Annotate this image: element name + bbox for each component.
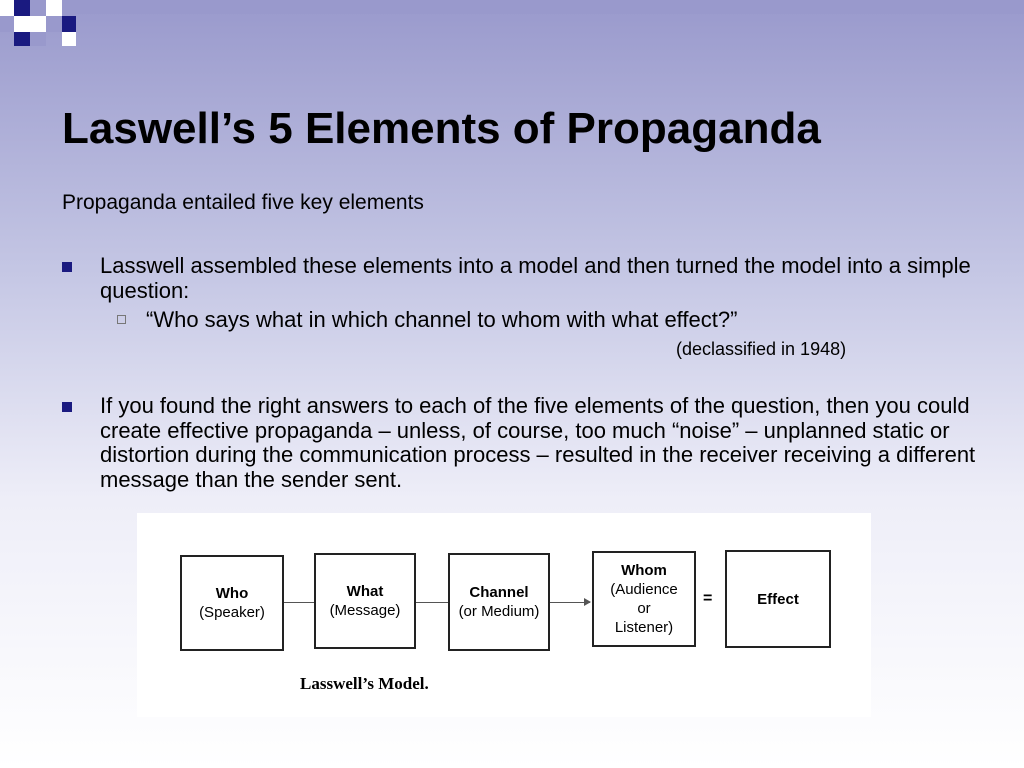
square-bullet-icon: [62, 262, 72, 272]
diagram-caption: Lasswell’s Model.: [300, 674, 429, 693]
deco-square: [14, 32, 30, 46]
diagram-box-who: [180, 555, 284, 651]
bullet-text: Lasswell assembled these elements into a model and then turned the model into a simple question:: [100, 253, 971, 303]
lasswell-model-diagram: [137, 513, 871, 717]
deco-square: [62, 16, 76, 32]
deco-square: [30, 0, 46, 16]
deco-square: [14, 16, 30, 32]
corner-decoration: [0, 0, 1024, 46]
deco-square: [30, 16, 46, 32]
deco-square: [30, 32, 46, 46]
box-detail: or: [637, 600, 651, 617]
slide-subtitle: Propaganda entailed five key elements: [62, 191, 424, 214]
box-detail: Listener): [614, 619, 674, 636]
deco-square: [0, 16, 14, 32]
deco-square: [46, 16, 62, 32]
deco-square: [0, 0, 14, 16]
box-detail: (or Medium): [458, 603, 540, 620]
deco-square: [14, 0, 30, 16]
box-detail: (Message): [329, 602, 401, 619]
diagram-box-what: [314, 553, 416, 649]
bullet-text: If you found the right answers to each of the five elements of the question, then you could create effective propaganda – unless, of course, too much “noise” – unplanned static or distortion during the communication process – resulted in the receiver receiving a different message than the sender sent.: [100, 393, 976, 492]
box-label: Effect: [757, 590, 799, 608]
diagram-box-effect: [725, 550, 831, 648]
sub-bullet-text: “Who says what in which channel to whom with what effect?”: [146, 307, 738, 332]
declassified-note: (declassified in 1948): [676, 339, 847, 359]
deco-square: [62, 32, 76, 46]
box-detail: (Speaker): [199, 604, 265, 621]
arrow-head-icon: [584, 598, 591, 606]
deco-square: [46, 0, 62, 16]
deco-square: [62, 0, 76, 16]
square-bullet-icon: [62, 402, 72, 412]
box-label: Channel: [469, 584, 529, 601]
connector-line: [416, 602, 448, 603]
diagram-box-whom: [592, 551, 696, 647]
slide-title: Laswell’s 5 Elements of Propaganda: [62, 104, 821, 153]
diagram-box-channel: [448, 553, 550, 651]
box-label: Whom: [621, 562, 667, 579]
equals-sign: =: [703, 590, 713, 607]
hollow-square-bullet-icon: [117, 315, 126, 324]
connector-line: [284, 602, 314, 603]
box-label: Who: [215, 585, 249, 602]
box-label: What: [346, 583, 384, 600]
box-detail: (Audience: [610, 581, 678, 598]
top-band: [76, 0, 1024, 14]
